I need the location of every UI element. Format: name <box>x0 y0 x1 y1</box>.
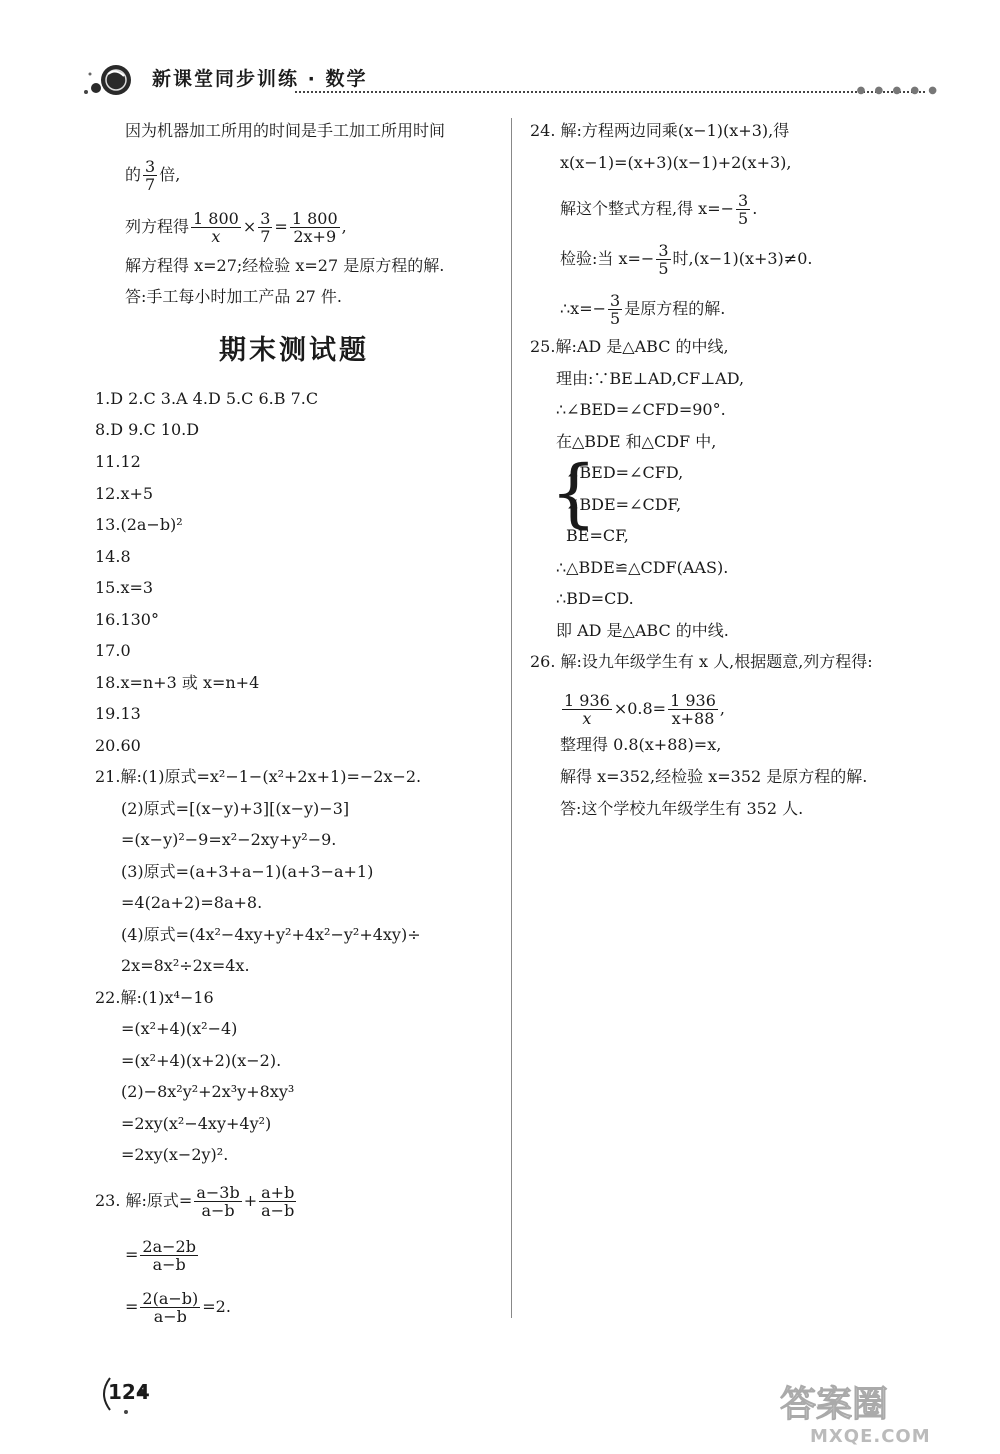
answer-line: (2)原式=[(x−y)+3][(x−y)−3] <box>121 799 350 818</box>
answer-line: ∠BDE=∠CDF, <box>566 495 682 514</box>
answer-line: =4(2a+2)=8a+8. <box>121 893 263 912</box>
equation-line: = $\frac{2(a-b)}{a-b}$ =2. <box>125 1289 231 1326</box>
fraction: $\frac{1 936}{x}$ <box>564 691 610 728</box>
equation-line: 解这个整式方程,得 x=− $\frac{3}{5}$ . <box>560 191 758 228</box>
answer-line: 理由:∵BE⊥AD,CF⊥AD, <box>556 369 745 388</box>
answer-line: =(x−y)²−9=x²−2xy+y²−9. <box>121 830 337 849</box>
answer-line: 25.解:AD 是△ABC 的中线, <box>530 337 729 356</box>
answer-line: ∴∠BED=∠CFD=90°. <box>556 400 726 419</box>
answer-line: =2xy(x−2y)². <box>121 1145 229 1164</box>
answer-line: 26. 解:设九年级学生有 x 人,根据题意,列方程得: <box>530 652 873 671</box>
svg-text:MXQE.COM: MXQE.COM <box>810 1426 931 1447</box>
fraction: $\frac{3}{7}$ <box>145 157 156 194</box>
header-divider <box>295 91 925 93</box>
answer-line: =(x²+4)(x²−4) <box>121 1019 238 1038</box>
book-logo-icon <box>78 62 138 98</box>
answer-line: 8.D 9.C 10.D <box>95 420 200 439</box>
fraction: $\frac{3}{5}$ <box>738 191 749 228</box>
page-header <box>70 58 940 100</box>
fraction: $\frac{3}{7}$ <box>260 209 271 246</box>
answer-line: x(x−1)=(x+3)(x−1)+2(x+3), <box>560 153 792 172</box>
answer-line: 答:这个学校九年级学生有 352 人. <box>560 799 804 818</box>
answer-line: 即 AD 是△ABC 的中线. <box>556 621 729 640</box>
answer-line: (3)原式=(a+3+a−1)(a+3−a+1) <box>121 862 374 881</box>
answer-line: 17.0 <box>95 641 131 660</box>
column-divider <box>511 118 512 1318</box>
svg-text:答案圈: 答案圈 <box>780 1384 889 1425</box>
answer-line: 20.60 <box>95 736 141 755</box>
header-dots-decoration: ● ● ● ● ● <box>856 85 940 96</box>
watermark-icon <box>770 1378 970 1448</box>
equation-line: 23. 解:原式= $\frac{a-3b}{a-b}$ + $\frac{a+b}{a-b}$ <box>95 1183 295 1220</box>
fraction: $\frac{1 800}{x}$ <box>193 209 239 246</box>
answer-line: 解得 x=352,经检验 x=352 是原方程的解. <box>560 767 868 786</box>
fraction: $\frac{a+b}{a-b}$ <box>261 1183 295 1220</box>
text-line: 答:手工每小时加工产品 27 件. <box>125 287 343 306</box>
answer-line: 12.x+5 <box>95 484 154 503</box>
fraction: $\frac{3}{5}$ <box>610 291 621 328</box>
fraction: $\frac{1 936}{x+88}$ <box>670 691 716 728</box>
equation-line: = $\frac{2a-2b}{a-b}$ <box>125 1237 196 1274</box>
answer-line: 16.130° <box>95 610 159 629</box>
fraction: $\frac{2a-2b}{a-b}$ <box>142 1237 196 1274</box>
answer-line: ∴△BDE≌△CDF(AAS). <box>556 558 729 577</box>
section-title: 期末测试题 <box>219 335 369 366</box>
equation-line: ∴x=− $\frac{3}{5}$ 是原方程的解. <box>560 291 726 328</box>
answer-line: 21.解:(1)原式=x²−1−(x²+2x+1)=−2x−2. <box>95 767 422 786</box>
answer-line: 18.x=n+3 或 x=n+4 <box>95 673 260 692</box>
fraction: $\frac{3}{5}$ <box>658 241 669 278</box>
header-title: 新课堂同步训练 · 数学 <box>152 68 368 90</box>
answer-line: 整理得 0.8(x+88)=x, <box>560 735 722 754</box>
equation-line: 检验:当 x=− $\frac{3}{5}$ 时,(x−1)(x+3)≠0. <box>560 241 813 278</box>
equation-line: 列方程得 $\frac{1 800}{x}$ × $\frac{3}{7}$ = $\frac{1 800}{2x+9}$ , <box>125 209 347 246</box>
answer-line: 2x=8x²÷2x=4x. <box>121 956 250 975</box>
fraction: $\frac{2(a-b)}{a-b}$ <box>142 1289 199 1326</box>
answer-line: 在△BDE 和△CDF 中, <box>556 432 717 451</box>
answer-line: BE=CF, <box>566 526 629 545</box>
fraction: $\frac{a-3b}{a-b}$ <box>196 1183 240 1220</box>
fraction: $\frac{1 800}{2x+9}$ <box>291 209 338 246</box>
text-line: 解方程得 x=27;经检验 x=27 是原方程的解. <box>125 256 445 275</box>
watermark-logo <box>770 1378 970 1448</box>
brace-symbol: { <box>550 450 598 536</box>
answer-line: 22.解:(1)x⁴−16 <box>95 988 214 1007</box>
answer-line: =(x²+4)(x+2)(x−2). <box>121 1051 282 1070</box>
page-number-text: 124 <box>108 1380 150 1404</box>
answer-line: ∠BED=∠CFD, <box>566 463 684 482</box>
answer-line: 1.D 2.C 3.A 4.D 5.C 6.B 7.C <box>95 389 319 408</box>
answer-line: 24. 解:方程两边同乘(x−1)(x+3),得 <box>530 121 790 140</box>
equation-line: $\frac{1 936}{x}$ ×0.8= $\frac{1 936}{x+88}$ , <box>564 691 725 728</box>
answer-line: 11.12 <box>95 452 141 471</box>
page-number <box>96 1374 150 1414</box>
text-line: 因为机器加工所用的时间是手工加工所用时间 <box>125 121 446 140</box>
answer-line: ∴BD=CD. <box>556 589 634 608</box>
answer-line: =2xy(x²−4xy+4y²) <box>121 1114 272 1133</box>
answer-line: (2)−8x²y²+2x³y+8xy³ <box>121 1082 295 1101</box>
answer-line: 14.8 <box>95 547 131 566</box>
answer-line: 15.x=3 <box>95 578 154 597</box>
answer-line: 13.(2a−b)² <box>95 515 183 534</box>
text-line: 的 $\frac{3}{7}$ 倍, <box>125 157 181 194</box>
answer-line: (4)原式=(4x²−4xy+y²+4x²−y²+4xy)÷ <box>121 925 421 944</box>
answer-line: 19.13 <box>95 704 141 723</box>
